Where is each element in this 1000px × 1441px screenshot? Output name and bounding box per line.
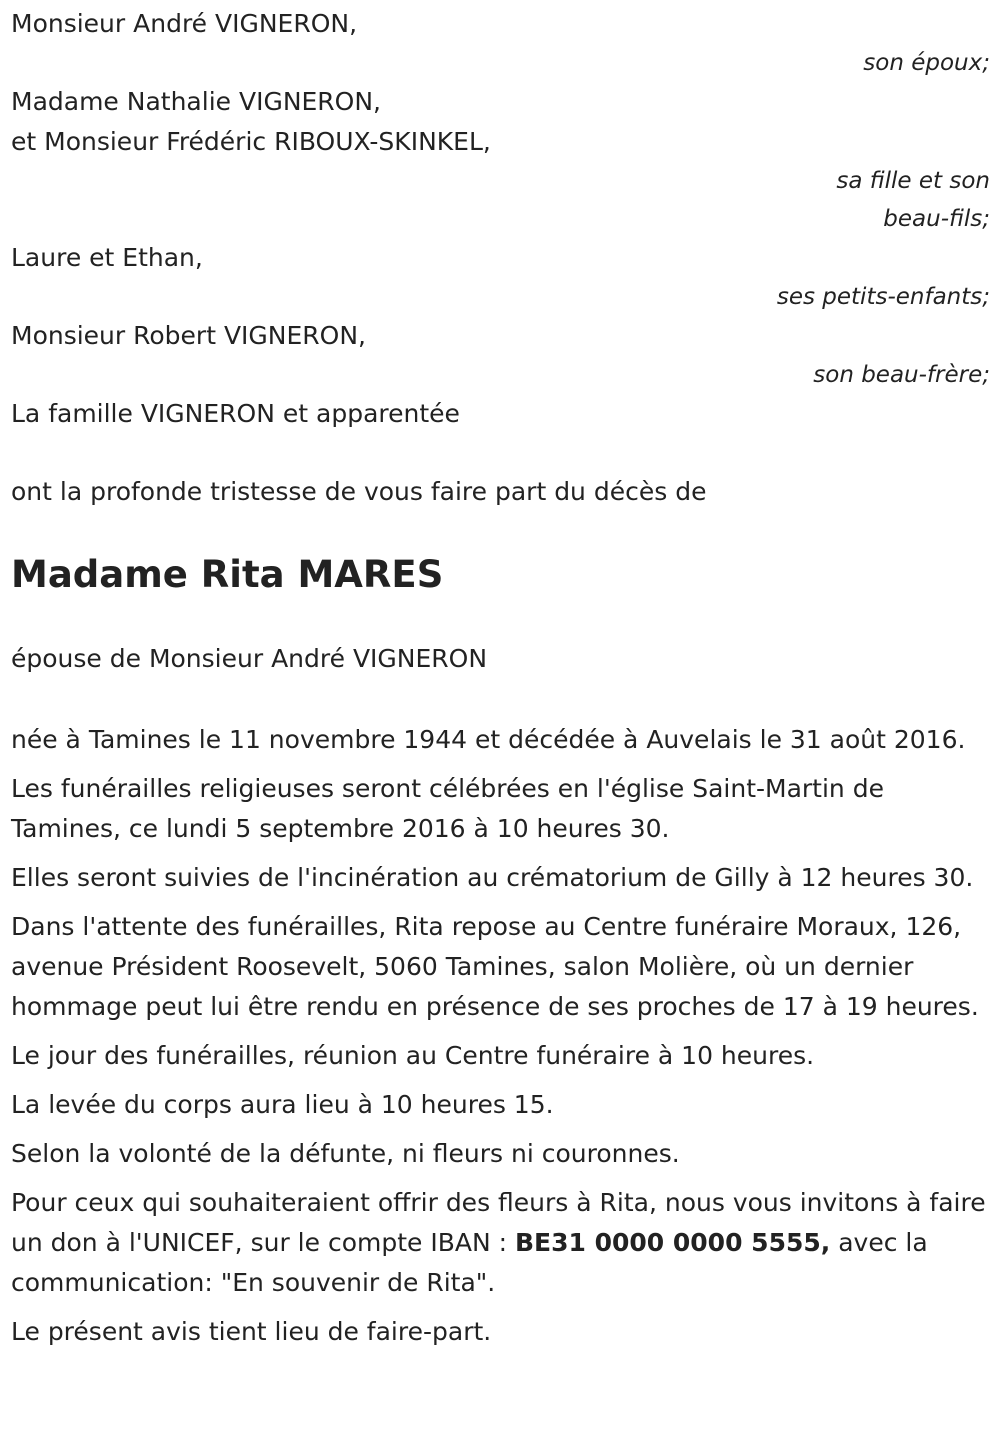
- viewing-paragraph: Dans l'attente des funérailles, Rita repose au Centre funéraire Moraux, 126, avenue Président Roosevelt, 5060 Tamines, salon Molière, où un dernier hommage peut lui être rendu en présence de ses proches de 17 à 19 heures.: [11, 912, 979, 1021]
- family-member-role: beau-fils;: [883, 206, 990, 232]
- family-member-role: sa fille et son: [836, 168, 990, 194]
- funeral-paragraph: Les funérailles religieuses seront célébrées en l'église Saint-Martin de Tamines, ce lundi 5 septembre 2016 à 10 heures 30.: [11, 774, 884, 843]
- meeting-paragraph: Le jour des funérailles, réunion au Centre funéraire à 10 heures.: [11, 1041, 815, 1070]
- donation-communication: avec la communication: "En souvenir de Rita".: [11, 1228, 928, 1297]
- deceased-name: Madame Rita MARES: [11, 553, 444, 596]
- family-member-role: son époux;: [863, 50, 990, 76]
- family-member-role: son beau-frère;: [813, 362, 990, 388]
- levee-paragraph: La levée du corps aura lieu à 10 heures 15.: [11, 1090, 554, 1119]
- flowers-paragraph: Selon la volonté de la défunte, ni fleurs ni couronnes.: [11, 1139, 680, 1168]
- spouse-line: épouse de Monsieur André VIGNERON: [11, 644, 488, 673]
- family-member-name: Laure et Ethan,: [11, 243, 203, 272]
- family-member-role: ses petits-enfants;: [776, 284, 990, 310]
- obituary-page: [0, 4, 1000, 1441]
- announcement-intro: ont la profonde tristesse de vous faire part du décès de: [11, 477, 707, 506]
- family-member-name: La famille VIGNERON et apparentée: [11, 399, 460, 428]
- donation-text: Pour ceux qui souhaiteraient offrir des fleurs à Rita, nous vous invitons à faire un don à l'UNICEF, sur le compte IBAN :: [11, 1188, 986, 1257]
- family-member-name: Monsieur André VIGNERON,: [11, 9, 358, 38]
- iban-number: BE31 0000 0000 5555,: [514, 1228, 831, 1257]
- cremation-paragraph: Elles seront suivies de l'incinération au crématorium de Gilly à 12 heures 30.: [11, 863, 974, 892]
- family-member-name: Madame Nathalie VIGNERON,: [11, 87, 382, 116]
- family-member-name: Monsieur Robert VIGNERON,: [11, 321, 366, 350]
- family-member-name: et Monsieur Frédéric RIBOUX-SKINKEL,: [11, 127, 491, 156]
- notice-paragraph: Le présent avis tient lieu de faire-part.: [11, 1317, 492, 1346]
- family-list: [11, 4, 990, 434]
- donation-paragraph: [11, 1183, 990, 1303]
- birth-death-paragraph: née à Tamines le 11 novembre 1944 et décédée à Auvelais le 31 août 2016.: [11, 725, 966, 754]
